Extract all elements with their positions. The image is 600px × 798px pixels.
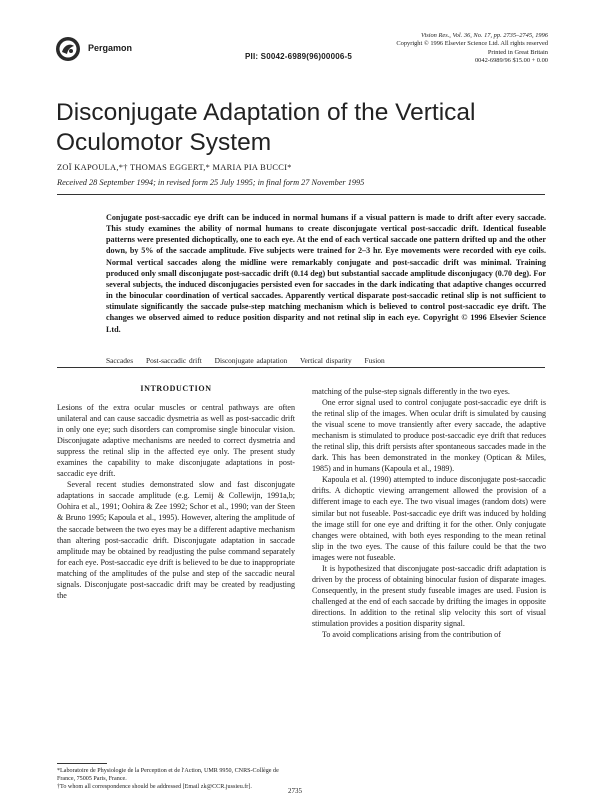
- paragraph: matching of the pulse-step signals differently in the two eyes.: [312, 387, 510, 396]
- abstract-text: Conjugate post-saccadic eye drift can be induced in normal humans if a visual pattern is made to drift after every saccade. This study examines the ability of normal humans to create disconjugate vertical post-saccadic drift. Identical fuseable patterns were presented dichoptically, one to each eye. At the end of each vertical saccade one pattern drifted up and the other down, by 5% of the saccade amplitude. Five subjects were trained for 2–3 hr. Eye movements were recorded with eye coils. Normal vertical saccades along the midline were remarkably conjugate and post-saccadic drift was minimal. Training produced only small disconjugate post-saccadic drift (0.14 deg) but substantial saccade amplitude disconjugacy (0.70 deg). For several subjects, the induced disconjugacies persisted even for saccades in the dark indicating that adaptive changes occurred in the binocular coordination of vertical saccades. Apparently vertical disparate post-saccadic retinal slip is not sufficient to stimulate significantly the saccade pulse-step matching mechanism which is believed to control post-saccadic eye drift. The changes we observed aimed to reduce position disparity and not retinal slip in each eye. Copyright © 1996 Elsevier Science Ltd.: [106, 213, 546, 334]
- footnote-rule: [57, 763, 107, 764]
- keyword: Fusion: [364, 356, 385, 365]
- journal-info: [396, 32, 548, 65]
- journal-line: 0042-6989/96 $15.00 + 0.00: [474, 56, 548, 64]
- abstract-bottom-rule: [57, 367, 545, 368]
- pii-code: PII: S0042-6989(96)00006-5: [245, 52, 353, 61]
- article-title: Disconjugate Adaptation of the Vertical Oculomotor System: [56, 99, 476, 156]
- journal-line: Vision Res., Vol. 36, No. 17, pp. 2735–2745, 1996: [421, 32, 548, 39]
- paragraph: To avoid complications arising from the contribution of: [322, 630, 501, 640]
- abstract-top-rule: [57, 194, 545, 195]
- footnote: †To whom all correspondence should be addressed [Email zk@CCR.jussieu.fr].: [57, 783, 252, 790]
- paragraph: One error signal used to control conjugate post-saccadic eye drift is the retinal slip of the images. When ocular drift is simulated by causing the visual scene to move transiently after every saccade, the adaptive mechanism is stimulated to produce post-saccadic eye drift that reduces the retinal slip, this drift persists after spontaneous saccades made in the dark. This has been demonstrated in the monkey (Optican & Miles, 1985) and in humans (Kapoula et al., 1989).: [312, 398, 546, 474]
- page-number: 2735: [288, 787, 302, 795]
- paragraph: Several recent studies demonstrated slow and fast disconjugate adaptations in saccade amplitude (e.g. Lemij & Collewijn, 1991a,b; Oohira et al., 1991; Oohira & Zee 1992; Schor et al., 1990; van der Steen & Bruno 1995; Kapoula et al., 1995). However, altering the amplitude of the saccade between the two eyes may be a different adaptive mechanism than altering post-saccadic drift. Disconjugate adaptation in saccade amplitude may be obtained by readjusting the pulse command separately for each eye. Post-saccadic eye drift is believed to be due to inappropriate matching of the amplitudes of the pulse and step of the saccadic neural signals. Disconjugate post-saccadic drift may be created by readjusting the: [57, 480, 295, 600]
- keyword: Vertical disparity: [299, 356, 352, 365]
- keyword: Disconjugate adaptation: [214, 356, 288, 365]
- right-column: [312, 386, 546, 640]
- footnote: *Laboratoire de Physiologie de la Perception et de l'Action, UMR 9950, CNRS-Collège de France, 75005 Paris, France.: [57, 768, 279, 782]
- journal-line: Copyright © 1996 Elsevier Science Ltd. All rights reserved: [396, 40, 548, 48]
- received-dates: Received 28 September 1994; in revised form 25 July 1995; in final form 27 November 1995: [57, 178, 365, 187]
- pergamon-logo-icon: [55, 36, 81, 62]
- paragraph: It is hypothesized that disconjugate post-saccadic drift adaptation is driven by the process of obtaining binocular fusion of disparate images. Consequently, in the present study fuseable images are used. Fusion is challenged at the end of each saccade by drifting the images in opposite directions. In addition to the retinal slip velocity this sort of visual stimulation provides a position disparity signal.: [312, 563, 546, 628]
- journal-line: Printed in Great Britain: [487, 48, 548, 56]
- keyword: Saccades: [106, 356, 134, 365]
- keyword-list: [106, 356, 395, 365]
- footnotes: [57, 768, 295, 791]
- author-list: ZOÏ KAPOULA,*† THOMAS EGGERT,* MARIA PIA BUCCI*: [57, 163, 292, 172]
- paragraph: Lesions of the extra ocular muscles or central pathways are often unilateral and can cause saccadic dysmetria as well as post-saccadic drift in only one eye; such disorders can compromise single binocular vision. Disconjugate adaptive mechanisms are needed to correct dysmetria and suppress the retinal slip in the affected eye only. The present study examines the capability to make disconjugate adaptations in post-saccadic eye drift.: [57, 403, 295, 479]
- section-heading: INTRODUCTION: [140, 384, 212, 393]
- left-column: [57, 402, 295, 601]
- paragraph: Kapoula et al. (1990) attempted to induce disconjugate post-saccadic drifts. A dichoptic viewing arrangement allowed the provision of a different image to each eye. The two visual images (random dots) were similar but not fuseable. Post-saccadic eye drift was induced by holding the image still for one eye and drifting it for the other. Only conjugate changes were obtained, with both eyes responding to the mean retinal slip in the two eyes. The cause of this failure could be that the two images were not fuseable.: [312, 475, 546, 562]
- keyword: Post-saccadic drift: [145, 356, 202, 365]
- publisher-name: Pergamon: [88, 43, 133, 53]
